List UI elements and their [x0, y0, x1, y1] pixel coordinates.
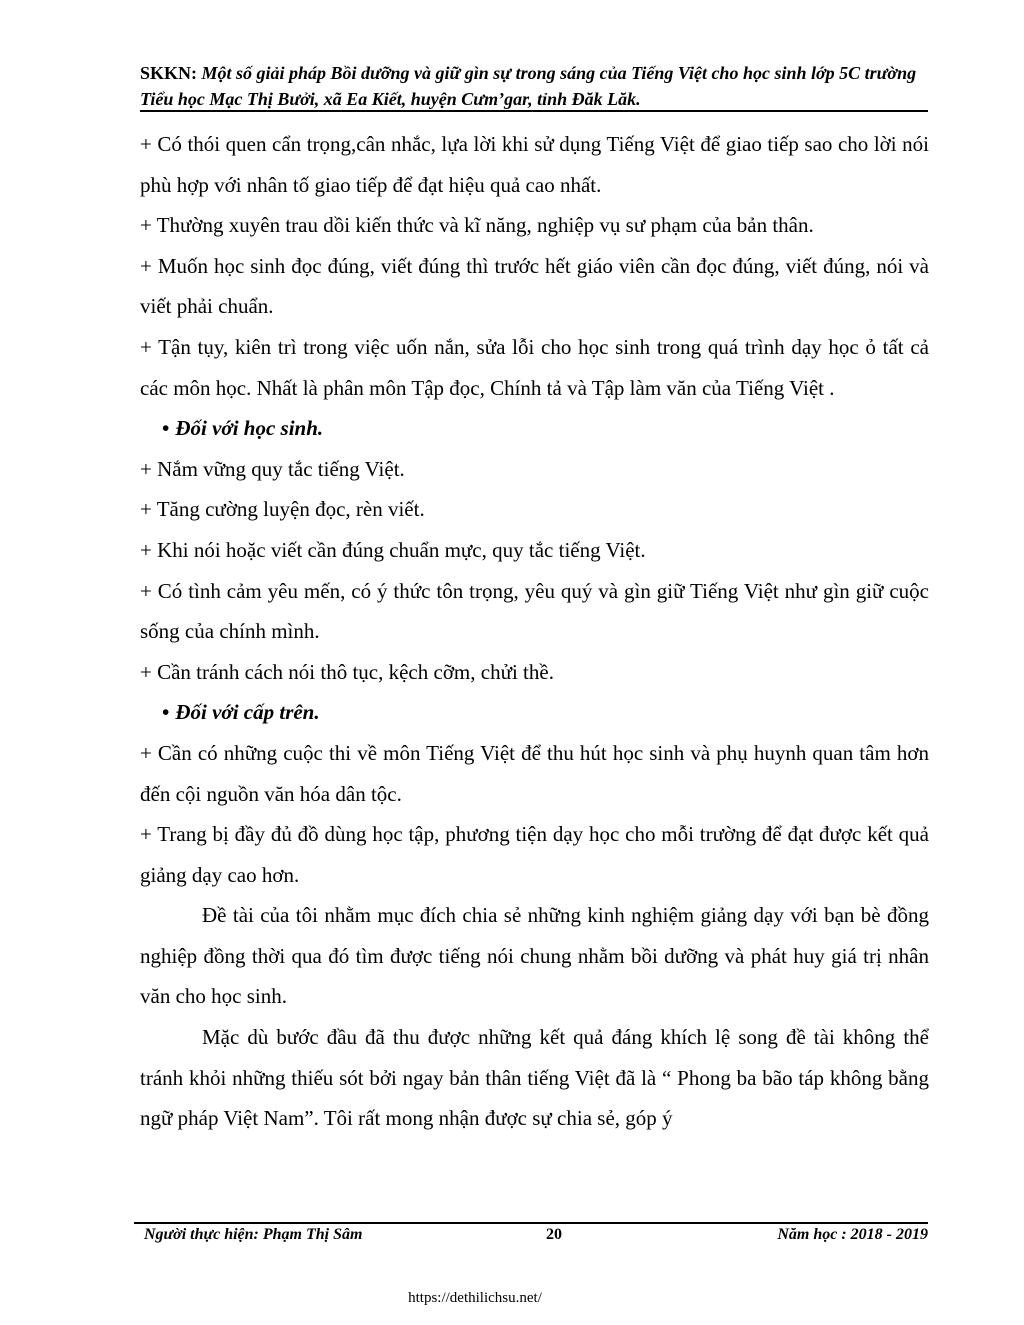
body-paragraph: Đề tài của tôi nhằm mục đích chia sẻ những kinh nghiệm giảng dạy với bạn bè đồng nghiệp đồng thời qua đó tìm được tiếng nói chung nhằm bồi dưỡng và phát huy giá trị nhân văn cho học sinh. — [140, 903, 929, 1009]
footer-divider — [134, 1222, 928, 1224]
student-item: + Nắm vững quy tắc tiếng Việt. — [140, 456, 405, 481]
footer-author: Người thực hiện: Phạm Thị Sâm — [144, 1226, 363, 1243]
header-divider — [140, 110, 928, 112]
bullet-icon: • — [162, 416, 170, 441]
page-header — [140, 60, 928, 112]
teacher-item: + Thường xuyên trau dồi kiến thức và kĩ năng, nghiệp vụ sư phạm của bản thân. — [140, 213, 814, 238]
body-paragraph: Mặc dù bước đầu đã thu được những kết quả đáng khích lệ song đề tài không thể tránh khỏi những thiếu sót bởi ngay bản thân tiếng Việt đã là “ Phong ba bão táp không bằng ngữ pháp Việt Nam”. Tôi rất mong nhận được sự chia sẻ, góp ý — [140, 1025, 929, 1131]
bullet-icon: • — [162, 700, 170, 725]
page-content — [140, 124, 929, 1139]
source-url: https://dethilichsu.net/ — [408, 1290, 542, 1306]
superior-item: + Cần có những cuộc thi về môn Tiếng Việt để thu hút học sinh và phụ huynh quan tâm hơn đến cội nguồn văn hóa dân tộc. — [140, 740, 929, 806]
teacher-item: + Có thói quen cẩn trọng,cân nhắc, lựa lời khi sử dụng Tiếng Việt để giao tiếp sao cho lời nói phù hợp với nhân tố giao tiếp để đạt hiệu quả cao nhất. — [140, 132, 929, 197]
students-heading-text: Đối với học sinh. — [175, 416, 324, 441]
teacher-item: + Tận tụy, kiên trì trong việc uốn nắn, sửa lỗi cho học sinh trong quá trình dạy học ỏ tất cả các môn học. Nhất là phân môn Tập đọc, Chính tả và Tập làm văn của Tiếng Việt . — [140, 334, 929, 400]
document-title: Một số giải pháp Bồi dưỡng và giữ gìn sự trong sáng của Tiếng Việt cho học sinh lớp 5C trường Tiểu học Mạc Thị Bưởi, xã Ea Kiết, huyện Cưm’gar, tỉnh Đăk Lăk. — [140, 63, 917, 109]
students-heading — [140, 408, 929, 449]
page-footer — [144, 1226, 928, 1248]
footer-school-year: Năm học : 2018 - 2019 — [777, 1226, 928, 1243]
superior-item: + Trang bị đầy đủ đồ dùng học tập, phương tiện dạy học cho mỗi trường để đạt được kết quả giảng dạy cao hơn. — [140, 822, 929, 887]
student-item: + Có tình cảm yêu mến, có ý thức tôn trọng, yêu quý và gìn giữ Tiếng Việt như gìn giữ cuộc sống của chính mình. — [140, 578, 929, 644]
superiors-heading-text: Đối với cấp trên. — [175, 700, 320, 725]
teacher-item: + Muốn học sinh đọc đúng, viết đúng thì trước hết giáo viên cần đọc đúng, viết đúng, nói và viết phải chuẩn. — [140, 253, 929, 319]
student-item: + Tăng cường luyện đọc, rèn viết. — [140, 497, 425, 522]
student-item: + Khi nói hoặc viết cần đúng chuẩn mực, quy tắc tiếng Việt. — [140, 537, 646, 562]
student-item: + Cần tránh cách nói thô tục, kệch cỡm, chửi thề. — [140, 659, 554, 684]
page-number: 20 — [546, 1226, 562, 1243]
superiors-heading — [140, 692, 929, 733]
header-label: SKKN: — [140, 63, 198, 83]
